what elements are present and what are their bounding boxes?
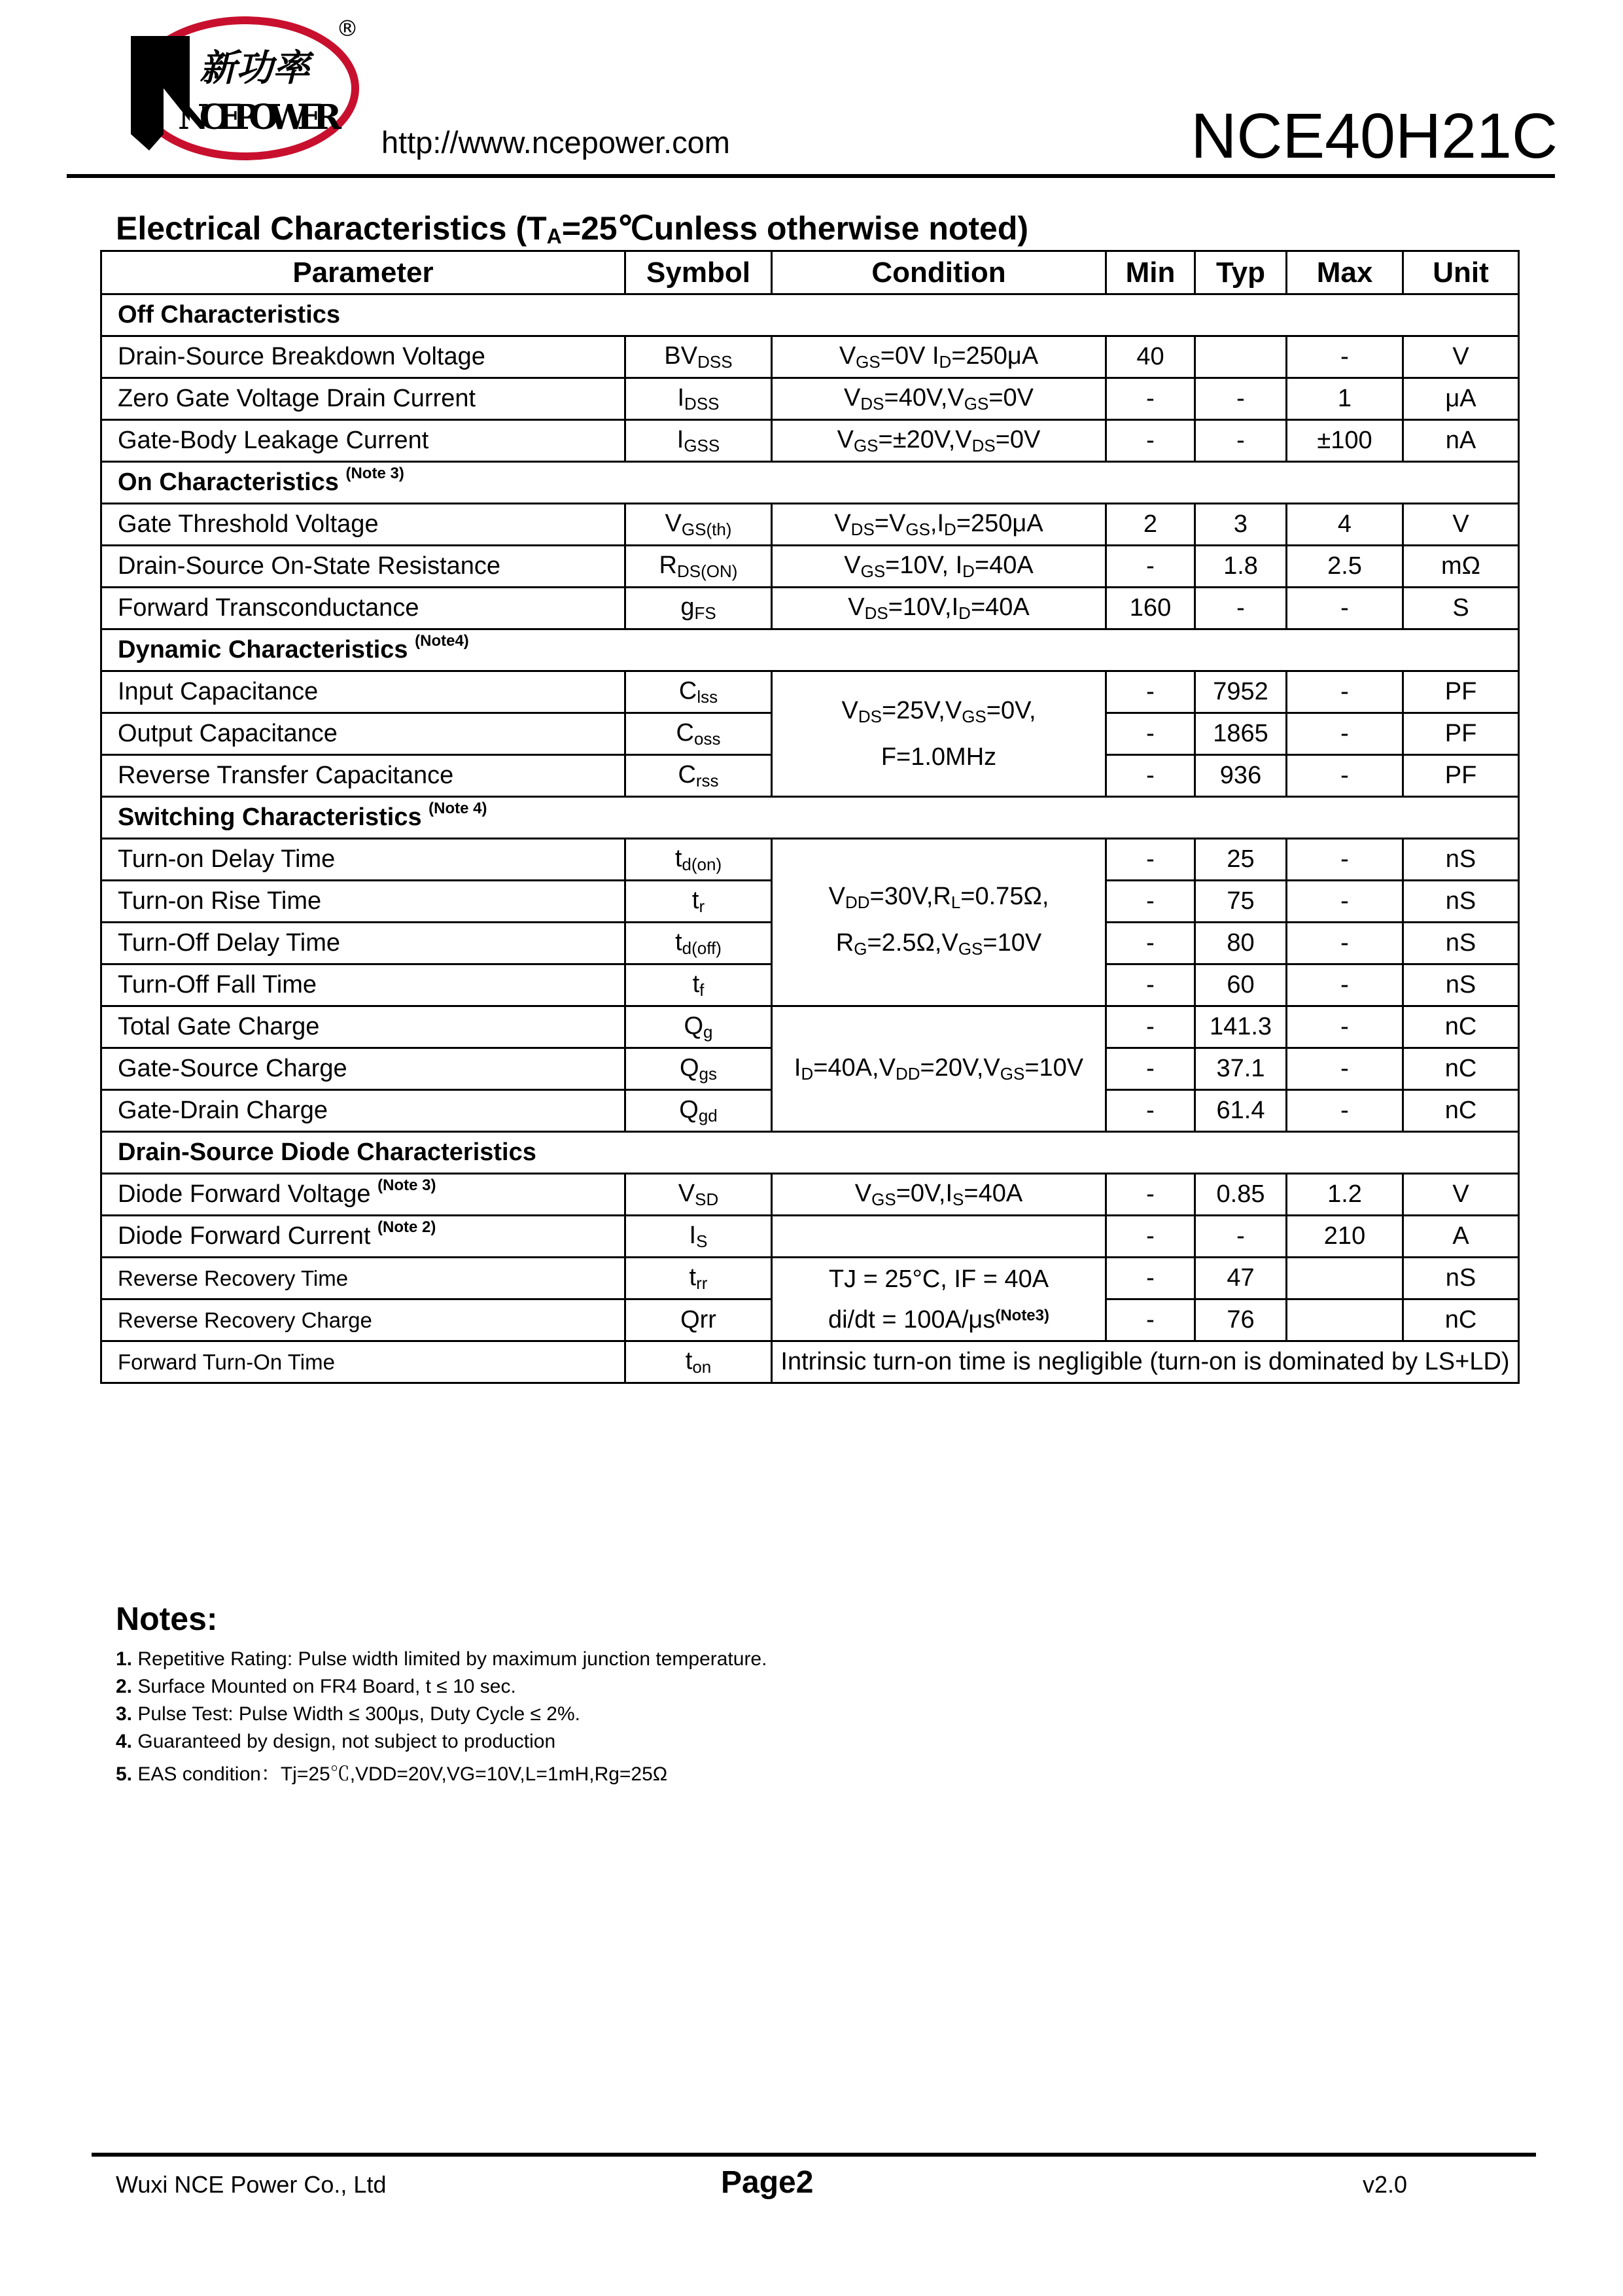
table-cell: - [1287, 713, 1403, 755]
table-cell: 141.3 [1195, 1006, 1287, 1048]
table-cell: Zero Gate Voltage Drain Current [101, 378, 625, 420]
notes-list [116, 1646, 767, 1788]
table-cell: - [1287, 839, 1403, 881]
table-cell: $R_{DS(ON)}$ [625, 546, 772, 588]
table-cell [1287, 1258, 1403, 1299]
table-cell: - [1106, 671, 1195, 713]
table-cell: $t_{d(on)}$ [625, 839, 772, 881]
table-cell: Turn-on Delay Time [101, 839, 625, 881]
table-cell: $V_{GS}=10V$, $I_D=40A$ [772, 546, 1106, 588]
table-cell: $V_{GS}=\pm 20V,V_{DS}=0V$ [772, 420, 1106, 462]
table-title: Electrical Characteristics ($T_A=25℃unless$ otherwise noted) [116, 210, 1029, 248]
table-cell: - [1106, 1174, 1195, 1216]
table-cell: $C_{oss}$ [625, 713, 772, 755]
table-cell: $I_{DSS}$ [625, 378, 772, 420]
table-cell: - [1106, 1216, 1195, 1258]
note-item: 2. Surface Mounted on FR4 Board, t ≤ 10 sec. [116, 1676, 516, 1697]
table-cell: 25 [1195, 839, 1287, 881]
table-cell: 0.85 [1195, 1174, 1287, 1216]
table-cell: $I_D=40A,V_{DD}=20V,V_{GS}=10V$ [772, 1006, 1106, 1132]
table-cell: 1.8 [1195, 546, 1287, 588]
section-diode: Drain-Source Diode Characteristics [101, 1132, 1519, 1174]
table-cell: $g_{FS}$ [625, 588, 772, 629]
col-unit: Unit [1403, 251, 1519, 294]
svg-text:NCEPOWER: NCEPOWER [178, 97, 341, 137]
section-on: On Characteristics $^{(Note 3)}$ [101, 462, 1519, 504]
table-cell: Forward Turn-On Time [101, 1341, 625, 1383]
table-cell: nA [1403, 420, 1519, 462]
table-cell: 2 [1106, 504, 1195, 546]
table-cell: $I_{GSS}$ [625, 420, 772, 462]
table-cell: 1.2 [1287, 1174, 1403, 1216]
table-row [101, 378, 1519, 420]
table-cell: - [1106, 923, 1195, 964]
table-cell: Diode Forward Voltage $^{(Note 3)}$ [101, 1174, 625, 1216]
electrical-characteristics-table [100, 250, 1520, 1384]
table-cell: nC [1403, 1006, 1519, 1048]
table-cell: Forward Transconductance [101, 588, 625, 629]
table-cell: $V_{DS}=40V,V_{GS}=0V$ [772, 378, 1106, 420]
table-cell: - [1106, 755, 1195, 797]
table-cell [1195, 336, 1287, 378]
table-cell: 936 [1195, 755, 1287, 797]
website-url: http://www.ncepower.com [381, 125, 730, 160]
table-cell: 210 [1287, 1216, 1403, 1258]
table-cell: Drain-Source Breakdown Voltage [101, 336, 625, 378]
table-cell: $t_r$ [625, 881, 772, 923]
table-cell: Total Gate Charge [101, 1006, 625, 1048]
table-cell: $V_{DS}=25V,V_{GS}=0V$, F=1.0MHz [772, 671, 1106, 797]
table-cell: $t_{on}$ [625, 1341, 772, 1383]
table-cell: - [1106, 546, 1195, 588]
table-cell: 7952 [1195, 671, 1287, 713]
table-cell: 2.5 [1287, 546, 1403, 588]
footer-rule [92, 2153, 1536, 2157]
svg-text:®: ® [336, 16, 358, 42]
table-cell: Drain-Source On-State Resistance [101, 546, 625, 588]
table-cell: $C_{rss}$ [625, 755, 772, 797]
table-cell: - [1287, 336, 1403, 378]
table-cell: V [1403, 504, 1519, 546]
table-cell: Reverse Recovery Charge [101, 1299, 625, 1341]
table-cell: $V_{DD}=30V,R_L=0.75\Omega$, $R_G=2.5\Omega,V_{GS}=10V$ [772, 839, 1106, 1006]
table-cell: - [1195, 588, 1287, 629]
table-row [101, 504, 1519, 546]
table-cell: - [1106, 1258, 1195, 1299]
table-cell: - [1106, 881, 1195, 923]
header-row [101, 251, 1519, 294]
table-cell: ±100 [1287, 420, 1403, 462]
table-cell: $V_{GS}=0V$ $I_D=250\mu A$ [772, 336, 1106, 378]
table-cell: - [1106, 964, 1195, 1006]
table-row [101, 1006, 1519, 1048]
table-cell: - [1106, 713, 1195, 755]
table-cell: - [1287, 1006, 1403, 1048]
table-cell: 75 [1195, 881, 1287, 923]
table-cell: 3 [1195, 504, 1287, 546]
table-cell: $V_{SD}$ [625, 1174, 772, 1216]
table-row [101, 839, 1519, 881]
table-cell: Gate-Body Leakage Current [101, 420, 625, 462]
part-number: NCE40H21C [1191, 100, 1558, 171]
table-cell: S [1403, 588, 1519, 629]
table-cell: PF [1403, 671, 1519, 713]
table-cell: 47 [1195, 1258, 1287, 1299]
table-cell: Reverse Recovery Time [101, 1258, 625, 1299]
table-cell: $C_{lss}$ [625, 671, 772, 713]
col-min: Min [1106, 251, 1195, 294]
table-cell: μA [1403, 378, 1519, 420]
footer-version: v2.0 [1363, 2171, 1408, 2198]
footer-page: Page2 [721, 2165, 814, 2200]
table-cell: - [1287, 1090, 1403, 1132]
table-row [101, 588, 1519, 629]
footer-company: Wuxi NCE Power Co., Ltd [116, 2171, 387, 2198]
table-cell: $t_{rr}$ [625, 1258, 772, 1299]
section-off: Off Characteristics [101, 294, 1519, 336]
table-cell: Gate-Source Charge [101, 1048, 625, 1090]
table-cell: nS [1403, 881, 1519, 923]
col-max: Max [1287, 251, 1403, 294]
table-cell: - [1195, 378, 1287, 420]
table-cell: Input Capacitance [101, 671, 625, 713]
table-cell: - [1106, 1299, 1195, 1341]
table-row [101, 1216, 1519, 1258]
section-dynamic: Dynamic Characteristics $^{(Note4)}$ [101, 629, 1519, 671]
notes-heading: Notes: [116, 1600, 218, 1637]
col-condition: Condition [772, 251, 1106, 294]
table-cell: $V_{GS(th)}$ [625, 504, 772, 546]
table-cell: 76 [1195, 1299, 1287, 1341]
table-row [101, 671, 1519, 713]
table-cell: - [1287, 923, 1403, 964]
table-cell [772, 1216, 1106, 1258]
table-cell: nC [1403, 1048, 1519, 1090]
col-typ: Typ [1195, 251, 1287, 294]
svg-text:新功率: 新功率 [200, 47, 309, 90]
col-symbol: Symbol [625, 251, 772, 294]
table-cell: Qrr [625, 1299, 772, 1341]
table-cell: $BV_{DSS}$ [625, 336, 772, 378]
table-cell: 37.1 [1195, 1048, 1287, 1090]
table-cell: nS [1403, 964, 1519, 1006]
table-cell [1287, 1299, 1403, 1341]
table-row [101, 1174, 1519, 1216]
section-switching: Switching Characteristics $^{(Note 4)}$ [101, 797, 1519, 839]
table-cell: 80 [1195, 923, 1287, 964]
table-cell: mΩ [1403, 546, 1519, 588]
table-cell: $Q_{gs}$ [625, 1048, 772, 1090]
ncepower-logo [118, 10, 366, 167]
table-cell: PF [1403, 755, 1519, 797]
table-row [101, 1341, 1519, 1383]
table-row [101, 336, 1519, 378]
table-cell: - [1195, 1216, 1287, 1258]
table-cell: Turn-Off Delay Time [101, 923, 625, 964]
table-cell: 160 [1106, 588, 1195, 629]
table-cell: 4 [1287, 504, 1403, 546]
table-cell: PF [1403, 713, 1519, 755]
table-cell: - [1287, 755, 1403, 797]
table-cell: 1865 [1195, 713, 1287, 755]
table-cell: $I_S$ [625, 1216, 772, 1258]
table-cell: $V_{GS}=0V,I_S=40A$ [772, 1174, 1106, 1216]
table-cell: - [1287, 1048, 1403, 1090]
table-row [101, 420, 1519, 462]
col-parameter: Parameter [101, 251, 625, 294]
note-item: 5. EAS condition：Tj=25℃,VDD=20V,VG=10V,L=1mH,Rg=25Ω [116, 1763, 668, 1785]
table-cell: Gate-Drain Charge [101, 1090, 625, 1132]
table-cell: nS [1403, 839, 1519, 881]
table-cell: $t_{d(off)}$ [625, 923, 772, 964]
table-cell: $V_{DS}=V_{GS},I_D=250\mu A$ [772, 504, 1106, 546]
table-cell: Reverse Transfer Capacitance [101, 755, 625, 797]
note-item: 1. Repetitive Rating: Pulse width limited by maximum junction temperature. [116, 1648, 767, 1670]
table-cell: Diode Forward Current $^{(Note 2)}$ [101, 1216, 625, 1258]
note-item: 3. Pulse Test: Pulse Width ≤ 300μs, Duty Cycle ≤ 2%. [116, 1703, 580, 1725]
table-cell: Turn-Off Fall Time [101, 964, 625, 1006]
table-cell: nS [1403, 923, 1519, 964]
table-cell: nS [1403, 1258, 1519, 1299]
table-cell: nC [1403, 1090, 1519, 1132]
table-cell: Turn-on Rise Time [101, 881, 625, 923]
table-cell: - [1287, 964, 1403, 1006]
table-cell: nC [1403, 1299, 1519, 1341]
table-cell: - [1106, 1048, 1195, 1090]
table-cell: - [1106, 378, 1195, 420]
table-cell: 40 [1106, 336, 1195, 378]
table-cell: $Q_{gd}$ [625, 1090, 772, 1132]
note-item: 4. Guaranteed by design, not subject to production [116, 1731, 556, 1752]
table-row [101, 1258, 1519, 1299]
table-cell: Intrinsic turn-on time is negligible (turn-on is dominated by LS+LD) [772, 1341, 1519, 1383]
table-cell: 61.4 [1195, 1090, 1287, 1132]
table-cell: 60 [1195, 964, 1287, 1006]
header-rule [67, 174, 1555, 178]
table-cell: $Q_g$ [625, 1006, 772, 1048]
table-cell: - [1287, 588, 1403, 629]
table-cell: $V_{DS}=10V,I_D=40A$ [772, 588, 1106, 629]
table-cell: - [1287, 671, 1403, 713]
table-cell: - [1106, 1006, 1195, 1048]
table-row [101, 546, 1519, 588]
table-cell: - [1106, 1090, 1195, 1132]
table-cell: - [1106, 839, 1195, 881]
table-cell: - [1287, 881, 1403, 923]
table-cell: TJ = 25°C, IF = 40A $di/dt = 100A/\mu s^{(Note3)}$ [772, 1258, 1106, 1341]
table-cell: $t_f$ [625, 964, 772, 1006]
table-cell: V [1403, 1174, 1519, 1216]
table-cell: 1 [1287, 378, 1403, 420]
table-cell: - [1106, 420, 1195, 462]
table-cell: V [1403, 336, 1519, 378]
table-cell: Output Capacitance [101, 713, 625, 755]
table-cell: - [1195, 420, 1287, 462]
table-cell: A [1403, 1216, 1519, 1258]
table-cell: Gate Threshold Voltage [101, 504, 625, 546]
